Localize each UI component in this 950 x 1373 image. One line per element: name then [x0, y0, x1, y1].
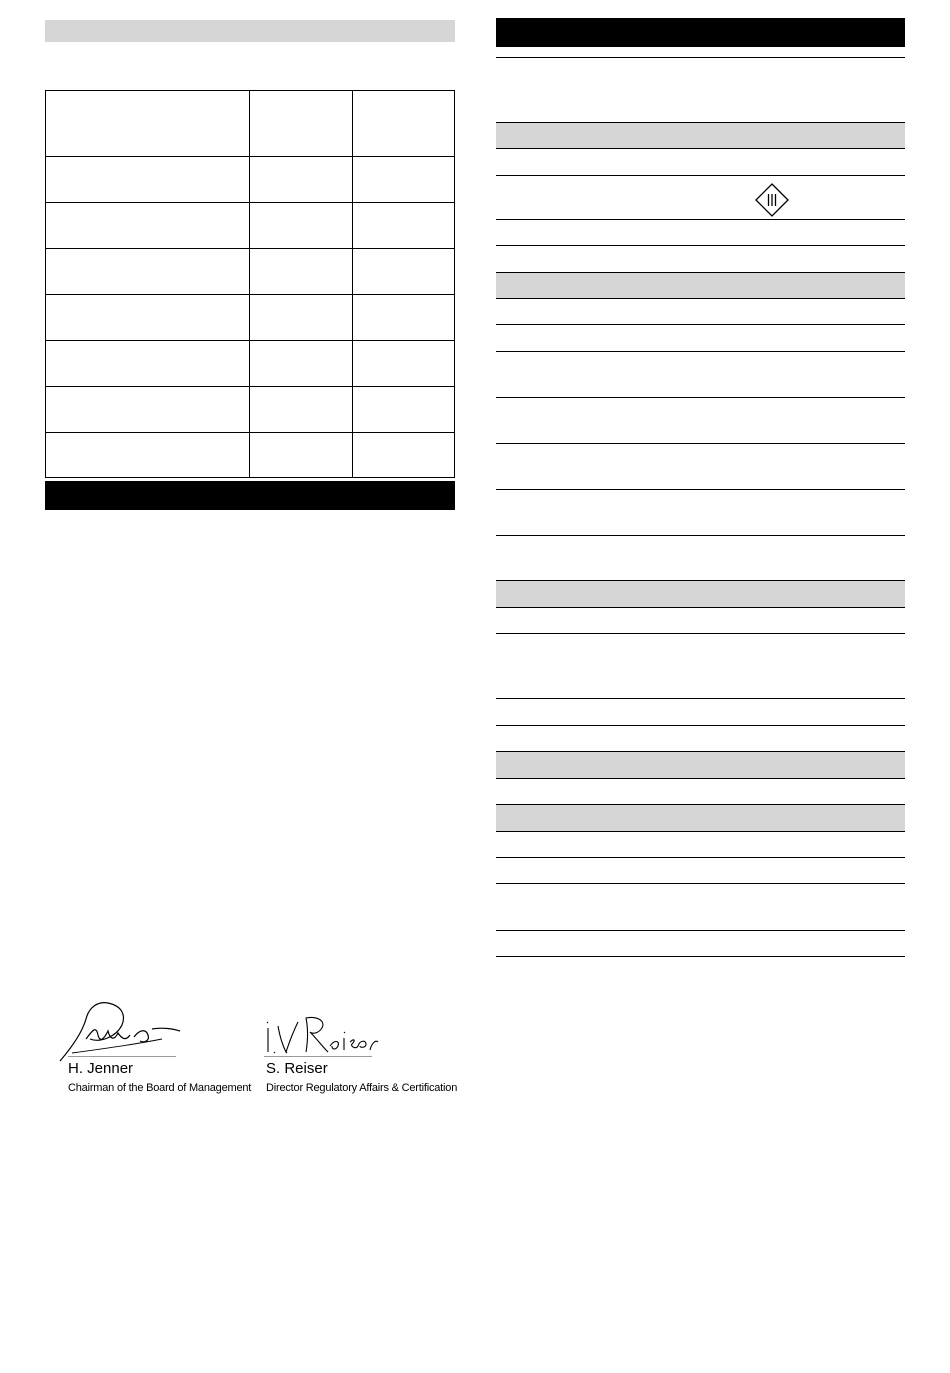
spec-row-rule [496, 930, 905, 931]
spec-row-rule [496, 148, 905, 149]
left-section-header-bar [45, 20, 455, 42]
protection-class-III-icon [755, 183, 789, 217]
spec-row-rule [496, 633, 905, 634]
spec-group-header [496, 122, 905, 148]
spec-row-rule [496, 607, 905, 608]
signatory-title: Chairman of the Board of Management [68, 1082, 252, 1094]
spec-table [45, 90, 455, 478]
spec-row-rule [496, 351, 905, 352]
spec-row-rule [496, 324, 905, 325]
spec-row-rule [496, 857, 905, 858]
spec-group-header [496, 272, 905, 298]
signatory-title: Director Regulatory Affairs & Certification [266, 1082, 458, 1094]
spec-row-rule [496, 245, 905, 246]
signature-block-reiser [262, 1012, 462, 1102]
spec-row-rule [496, 956, 905, 957]
spec-row-rule [496, 698, 905, 699]
signatory-name: H. Jenner [68, 1060, 134, 1077]
table-row [46, 433, 455, 478]
table-row [46, 203, 455, 249]
spec-row-rule [496, 778, 905, 779]
table-row [46, 295, 455, 341]
handwritten-signature-reiser [262, 1012, 382, 1062]
left-section-title-bar [45, 481, 455, 510]
table-row [46, 341, 455, 387]
table-row [46, 249, 455, 295]
signatory-name: S. Reiser [266, 1060, 328, 1077]
table-header-row [46, 91, 455, 157]
spec-row-rule [496, 175, 905, 176]
spec-row-rule [496, 219, 905, 220]
signature-line [68, 1056, 176, 1057]
spec-group-header [496, 751, 905, 778]
spec-row-rule [496, 443, 905, 444]
spec-row-rule [496, 831, 905, 832]
spec-row-rule [496, 725, 905, 726]
spec-group-header [496, 804, 905, 831]
spec-row-rule [496, 489, 905, 490]
handwritten-signature-jenner [52, 995, 192, 1065]
spec-row-rule [496, 883, 905, 884]
signature-line [264, 1056, 372, 1057]
table-row [46, 387, 455, 433]
spec-row-rule [496, 535, 905, 536]
right-section-title-bar [496, 18, 905, 47]
spec-row-rule [496, 298, 905, 299]
spec-row-rule [496, 397, 905, 398]
spec-row-rule [496, 57, 905, 58]
spec-group-header [496, 580, 905, 607]
table-row [46, 157, 455, 203]
signature-block-jenner [52, 995, 252, 1100]
